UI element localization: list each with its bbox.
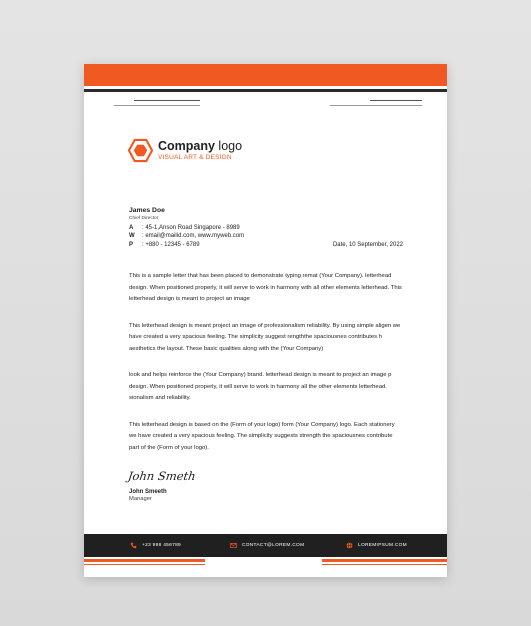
logo-wordmark (158, 140, 242, 153)
body-paragraph: This is a sample letter that has been placed to demonstrate typing remat (Your Company). letterhead design. When positioned properly, it will serve to work in harmony with all other elements letterhead. This letterhead design is meant to project an image (129, 273, 402, 302)
footer-phone (130, 542, 181, 549)
divider-line (330, 105, 422, 106)
footer-accent-line (84, 559, 205, 562)
footer-bar (84, 534, 447, 557)
handwritten-signature: John Smeth (127, 469, 197, 483)
letterhead-page (84, 64, 447, 577)
contact-row-address (129, 224, 244, 232)
contact-key: A (129, 224, 134, 231)
contact-key: P (129, 241, 134, 248)
contact-value: : email@mailid.com, www.myweb.com (142, 233, 245, 240)
sender-name: James Doe (129, 207, 165, 214)
footer-email (230, 542, 304, 549)
logo-text (158, 140, 242, 161)
company-logo (128, 138, 242, 163)
contact-value: : +880 - 12345 - 6789 (142, 241, 200, 248)
footer-phone-text: +23 998 456789 (142, 543, 182, 548)
body-paragraph: look and helps reinforce the (Your Company) brand. letterhead design is meant to project an image p design. When positioned properly, it will serve to work in harmony all the other elements letterhead. sionalism and reliability. (129, 372, 392, 401)
footer-email-text: CONTACT@LOREM.COM (242, 543, 305, 548)
contact-row-phone (129, 241, 244, 249)
divider-line (134, 100, 200, 101)
footer-website (346, 542, 407, 549)
logo-tagline: VISUAL ART & DESIGN (158, 154, 232, 161)
mail-icon (230, 542, 237, 549)
header-accent-bar (84, 64, 447, 86)
globe-icon (346, 542, 353, 549)
footer-website-text: LOREMIPSUM.COM (358, 543, 407, 548)
contact-key: W (129, 233, 135, 240)
footer-accent-thin-line (84, 564, 205, 565)
footer-accent-thin-line (322, 564, 447, 565)
footer-accent-line (322, 559, 447, 562)
contact-row-web (129, 232, 244, 240)
letter-body (129, 271, 403, 469)
logo-name-bold: Company (158, 139, 215, 153)
header-dark-line (84, 89, 447, 92)
signatory-title: Manager (129, 496, 152, 502)
body-paragraph: This letterhead design is based on the (Form of your logo) form (Your Company) logo. Each stationery we have created a very spacious feeling. The simplicity suggests strength the spaciousnes contribute part of the (Form of your logo). (129, 421, 395, 451)
sender-block (129, 207, 244, 249)
sender-role: Chief Director (129, 216, 159, 222)
hexagon-logo-icon (128, 138, 153, 163)
divider-line (114, 105, 200, 106)
logo-name-light: logo (214, 139, 243, 153)
phone-icon (130, 542, 137, 549)
divider-line (370, 100, 422, 101)
contact-value: : 45-1,Anson Road Singapore - 8989 (142, 224, 240, 231)
body-paragraph: This letterhead design is meant project an image of professionalism reliability. By using simple aligen we have created a very spacious feeling. The simplicity suggest rengththe spaciousnes contributes h aesthetics the layout. These basic qualities along with the (Your Company) (129, 322, 401, 352)
signatory-name: John Smeeth (129, 489, 167, 495)
letter-date: Date, 10 September, 2022 (332, 242, 403, 248)
